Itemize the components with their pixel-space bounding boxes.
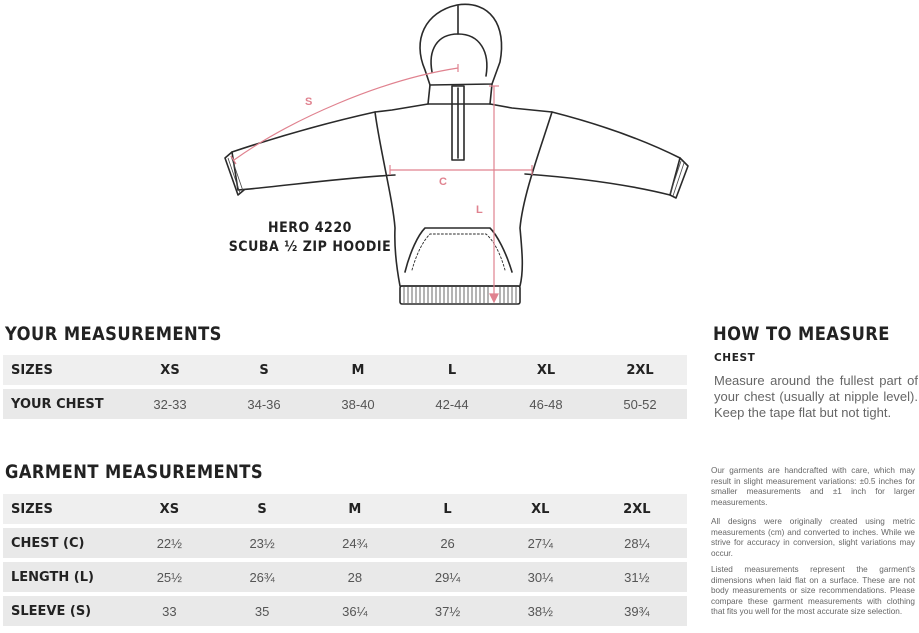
header-cell: M — [308, 494, 401, 524]
table-row — [3, 562, 687, 592]
table-cell: 30¼ — [494, 562, 587, 592]
how-to-measure-subtitle: CHEST — [714, 352, 756, 364]
table-cell: 37½ — [401, 596, 494, 626]
header-cell: M — [311, 355, 405, 385]
header-cell: XS — [123, 355, 217, 385]
header-cell: 2XL — [593, 355, 687, 385]
table-cell: 46-48 — [499, 389, 593, 419]
table-header-row — [3, 494, 687, 524]
sleeve-measure-line — [234, 68, 458, 160]
table-cell: 28¼ — [587, 528, 687, 558]
header-cell: S — [217, 355, 311, 385]
garment-measurements-title: GARMENT MEASUREMENTS — [5, 461, 264, 483]
table-cell: 28 — [308, 562, 401, 592]
label-s: S — [305, 96, 313, 108]
table-row — [3, 528, 687, 558]
label-c: C — [439, 176, 447, 188]
header-cell: L — [401, 494, 494, 524]
table-cell: 33 — [123, 596, 216, 626]
row-label: SLEEVE (S) — [3, 596, 123, 626]
header-cell: L — [405, 355, 499, 385]
table-cell: 32-33 — [123, 389, 217, 419]
header-cell: SIZES — [3, 355, 123, 385]
table-cell: 29¼ — [401, 562, 494, 592]
table-cell: 42-44 — [405, 389, 499, 419]
table-cell: 25½ — [123, 562, 216, 592]
table-header-row — [3, 355, 687, 385]
note-handcrafted: Our garments are handcrafted with care, which may result in slight measurement variations: ±0.5 inches for smaller measurements and ±1 inch for larger measurements. — [711, 466, 915, 507]
table-cell: 23½ — [216, 528, 309, 558]
how-to-measure-title: HOW TO MEASURE — [713, 323, 890, 345]
table-cell: 31½ — [587, 562, 687, 592]
note-laid-flat: Listed measurements represent the garment's dimensions when laid flat on a surface. These are not body measurements or size recommendations. Please compare these garment measurements with clothing that fits you well for the most accurate size selection. — [711, 565, 915, 617]
table-cell: 26¾ — [216, 562, 309, 592]
table-cell: 38-40 — [311, 389, 405, 419]
kangaroo-pocket — [405, 228, 512, 272]
header-cell: SIZES — [3, 494, 123, 524]
product-title-line1: HERO 4220 — [268, 220, 352, 236]
table-cell: 35 — [216, 596, 309, 626]
header-cell: XL — [494, 494, 587, 524]
table-row — [3, 389, 687, 419]
header-cell: XS — [123, 494, 216, 524]
your-measurements-table — [3, 351, 687, 423]
product-title — [220, 219, 400, 257]
table-cell: 38½ — [494, 596, 587, 626]
header-cell: XL — [499, 355, 593, 385]
header-cell: S — [216, 494, 309, 524]
product-title-line2: SCUBA ½ ZIP HOODIE — [228, 239, 392, 255]
table-cell: 39¾ — [587, 596, 687, 626]
how-to-measure-body: Measure around the fullest part of your chest (usually at nipple level). Keep the tape flat but not tight. — [714, 373, 918, 420]
note-metric: All designs were originally created using metric measurements (cm) and converted to inches. While we strive for accuracy in conversion, slight variations may occur. — [711, 517, 915, 558]
row-label: YOUR CHEST — [3, 389, 123, 419]
table-cell: 27¼ — [494, 528, 587, 558]
table-cell: 34-36 — [217, 389, 311, 419]
your-measurements-title: YOUR MEASUREMENTS — [5, 323, 222, 345]
table-row — [3, 596, 687, 626]
table-cell: 36¼ — [308, 596, 401, 626]
row-label: CHEST (C) — [3, 528, 123, 558]
table-cell: 50-52 — [593, 389, 687, 419]
table-cell: 22½ — [123, 528, 216, 558]
header-cell: 2XL — [587, 494, 687, 524]
row-label: LENGTH (L) — [3, 562, 123, 592]
table-cell: 26 — [401, 528, 494, 558]
label-l: L — [476, 204, 483, 216]
garment-measurements-table — [3, 490, 687, 630]
table-cell: 24¾ — [308, 528, 401, 558]
